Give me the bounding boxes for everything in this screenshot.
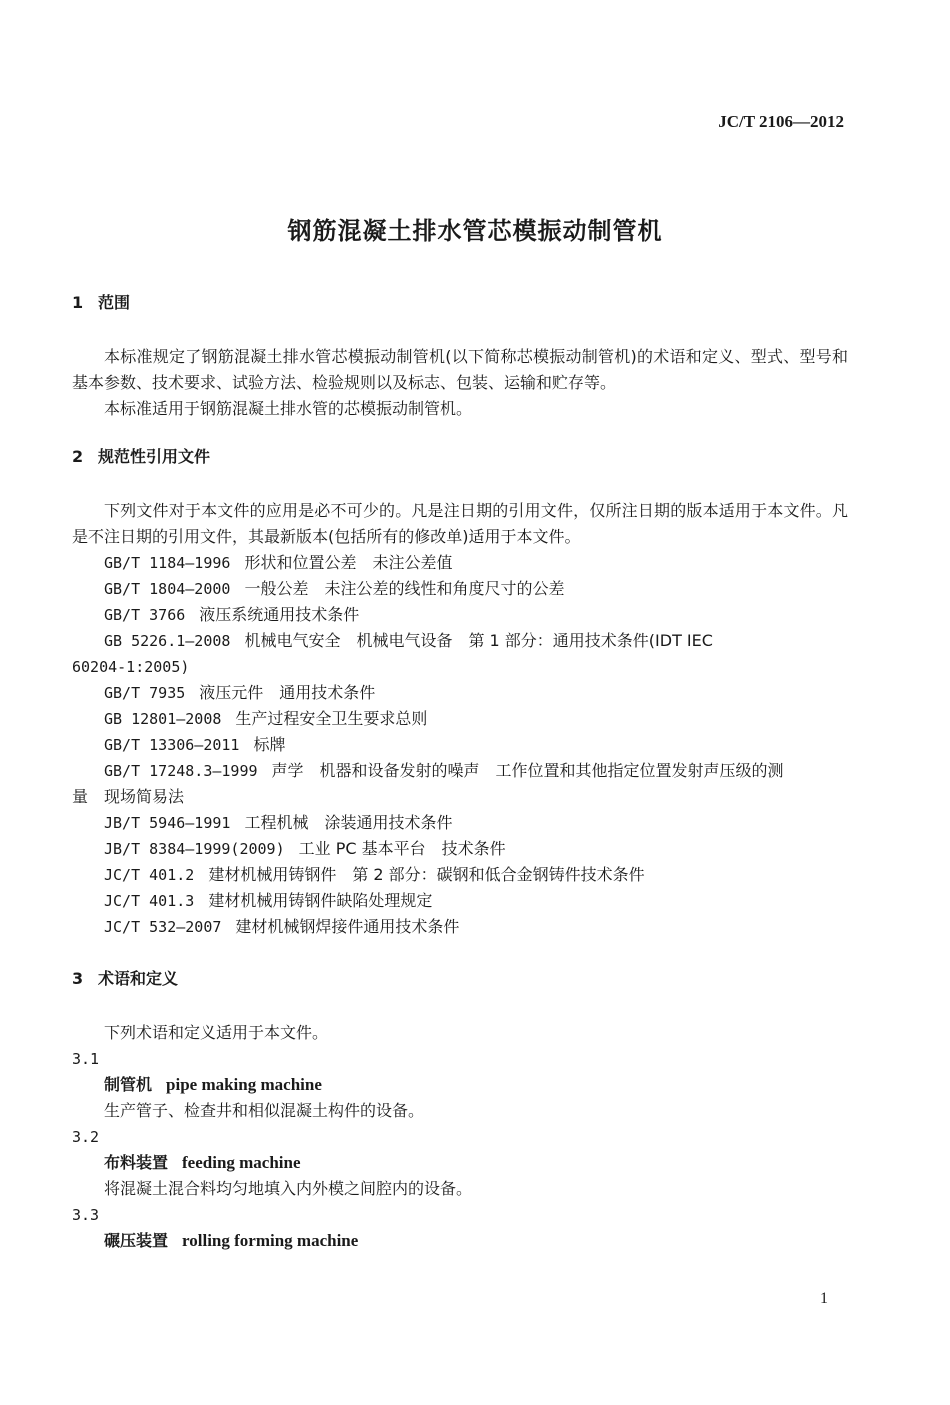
page-number: 1 <box>820 1290 828 1307</box>
reference-item: GB 12801—2008 生产过程安全卫生要求总则 <box>104 709 428 728</box>
reference-item: GB/T 3766 液压系统通用技术条件 <box>104 605 360 624</box>
reference-item-continuation: 量 现场简易法 <box>72 787 185 806</box>
reference-item: GB/T 1804—2000 一般公差 未注公差的线性和角度尺寸的公差 <box>104 579 565 598</box>
term-number: 3.3 <box>72 1206 100 1224</box>
reference-item: JC/T 401.3 建材机械用铸钢件缺陷处理规定 <box>104 891 433 910</box>
reference-item-continuation: 60204-1:2005) <box>72 658 190 676</box>
references-intro: 下列文件对于本文件的应用是必不可少的。凡是注日期的引用文件，仅所注日期的版本适用于本文件。凡是不注日期的引用文件，其最新版本(包括所有的修改单)适用于本文件。 <box>72 501 848 546</box>
reference-item: JB/T 8384—1999(2009) 工业 PC 基本平台 技术条件 <box>104 839 506 858</box>
scope-paragraph: 本标准适用于钢筋混凝土排水管的芯模振动制管机。 <box>104 399 473 418</box>
term-name: 布料装置 feeding machine <box>104 1153 301 1172</box>
reference-item: JC/T 401.2 建材机械用铸钢件 第 2 部分：碳钢和低合金钢铸件技术条件 <box>104 865 645 884</box>
standard-code: JC/T 2106—2012 <box>718 112 844 131</box>
term-number: 3.2 <box>72 1128 100 1146</box>
section-heading-normative-references: 2 规范性引用文件 <box>72 447 211 466</box>
term-definition: 将混凝土混合料均匀地填入内外模之间腔内的设备。 <box>104 1179 473 1198</box>
term-number: 3.1 <box>72 1050 100 1068</box>
reference-item: JB/T 5946—1991 工程机械 涂装通用技术条件 <box>104 813 453 832</box>
reference-item: GB/T 1184—1996 形状和位置公差 未注公差值 <box>104 553 453 572</box>
section-heading-terms-definitions: 3 术语和定义 <box>72 969 179 988</box>
term-name: 制管机 pipe making machine <box>104 1075 322 1094</box>
reference-item: GB 5226.1—2008 机械电气安全 机械电气设备 第 1 部分：通用技术条件(IDT IEC <box>104 631 713 650</box>
reference-item: GB/T 7935 液压元件 通用技术条件 <box>104 683 376 702</box>
term-name: 碾压装置 rolling forming machine <box>104 1231 359 1250</box>
reference-item: GB/T 13306—2011 标牌 <box>104 735 286 754</box>
document-title: 钢筋混凝土排水管芯模振动制管机 <box>287 217 663 245</box>
term-definition: 生产管子、检查井和相似混凝土构件的设备。 <box>104 1101 425 1120</box>
section-heading-scope: 1 范围 <box>72 293 131 312</box>
reference-item: GB/T 17248.3—1999 声学 机器和设备发射的噪声 工作位置和其他指定位置发射声压级的测 <box>104 761 784 780</box>
document-body <box>72 290 848 1254</box>
reference-item: JC/T 532—2007 建材机械钢焊接件通用技术条件 <box>104 917 460 936</box>
terms-intro: 下列术语和定义适用于本文件。 <box>104 1023 329 1042</box>
scope-paragraph: 本标准规定了钢筋混凝土排水管芯模振动制管机(以下简称芯模振动制管机)的术语和定义、型式、型号和基本参数、技术要求、试验方法、检验规则以及标志、包装、运输和贮存等。 <box>72 347 848 392</box>
